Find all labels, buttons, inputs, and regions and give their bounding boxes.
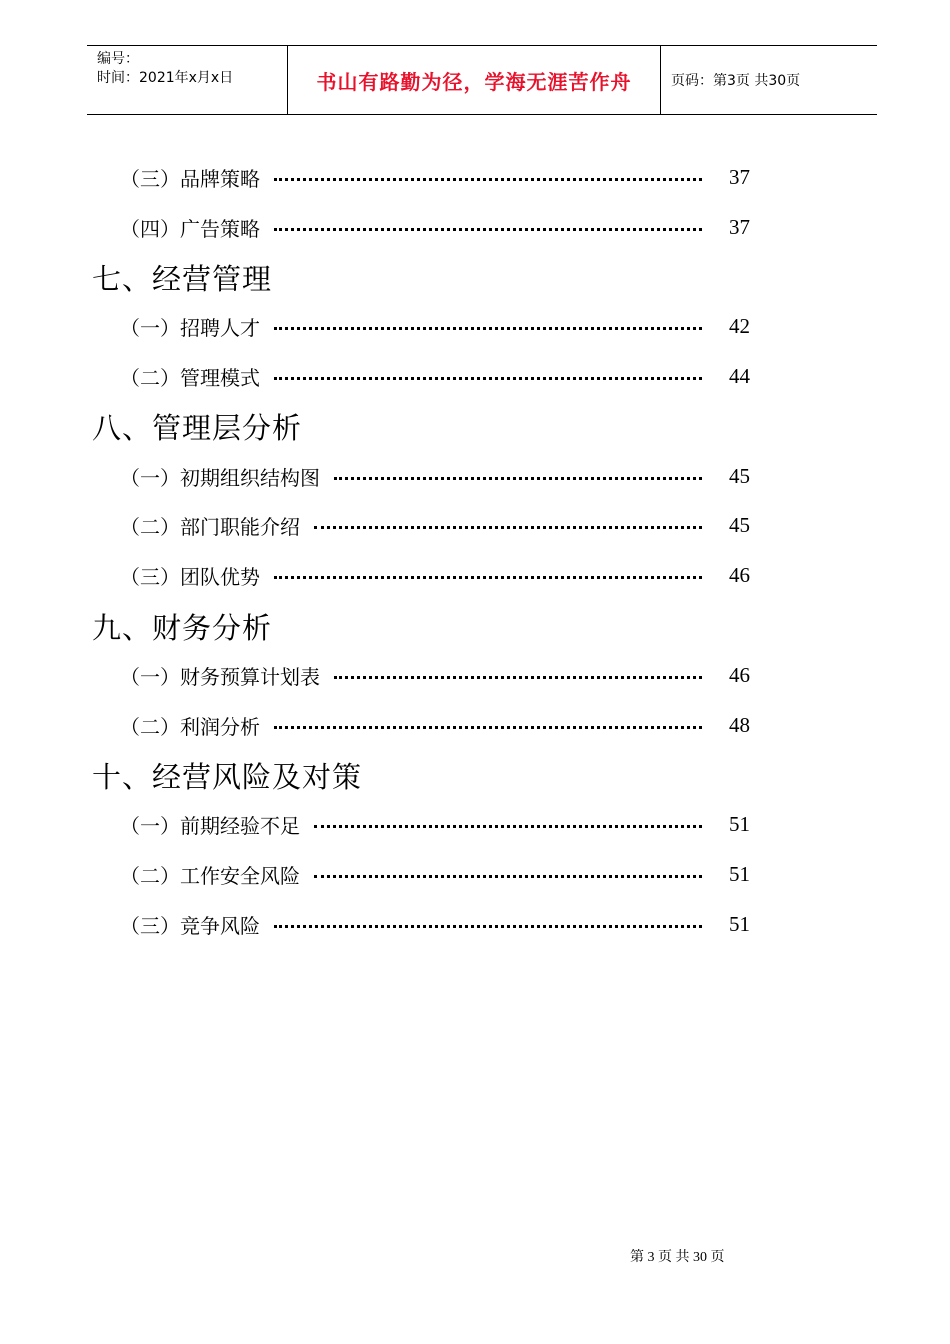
toc-page-number: 51 (729, 911, 750, 936)
toc-entry-label: （二）工作安全风险 (120, 863, 300, 888)
toc-leader-dots (314, 825, 702, 828)
toc-entry[interactable] (120, 859, 750, 889)
toc-entry[interactable] (120, 660, 750, 690)
toc-page-number: 51 (729, 811, 750, 836)
toc-leader-dots (274, 726, 702, 729)
header-meta-cell (87, 46, 288, 114)
motto-text: 书山有路勤为径，学海无涯苦作舟 (316, 70, 632, 94)
toc-entry-label: （一）初期组织结构图 (120, 465, 320, 490)
toc-page-number: 46 (729, 562, 750, 587)
toc-leader-dots (334, 477, 702, 480)
toc-entry-label: （一）财务预算计划表 (120, 664, 320, 689)
toc-entry[interactable] (120, 909, 750, 939)
toc-chapter-heading[interactable]: 九、财务分析 (92, 611, 273, 645)
toc-entry-label: （三）团队优势 (120, 564, 260, 589)
page-header (87, 45, 877, 115)
toc-page-number: 51 (729, 861, 750, 886)
toc-page-number: 37 (729, 164, 750, 189)
toc-leader-dots (274, 377, 702, 380)
toc-page-number: 45 (729, 463, 750, 488)
toc-entry-label: （一）前期经验不足 (120, 813, 300, 838)
page-code: 页码：第3页 共30页 (671, 73, 801, 89)
toc-entry[interactable] (120, 212, 750, 242)
toc-entry[interactable] (120, 162, 750, 192)
header-page-cell (661, 46, 877, 114)
toc-entry-label: （二）管理模式 (120, 365, 260, 390)
toc-entry-label: （一）招聘人才 (120, 315, 260, 340)
toc-page-number: 46 (729, 662, 750, 687)
toc-page-number: 44 (729, 363, 750, 388)
toc-page-number: 37 (729, 214, 750, 239)
toc-page-number: 48 (729, 712, 750, 737)
toc-entry-label: （三）品牌策略 (120, 166, 260, 191)
page-footer: 第 3 页 共 30 页 (630, 1250, 725, 1265)
number-label: 编号： (97, 51, 139, 67)
toc-entry[interactable] (120, 560, 750, 590)
toc-entry[interactable] (120, 809, 750, 839)
toc-chapter-heading[interactable]: 十、经营风险及对策 (92, 760, 363, 794)
toc-leader-dots (274, 925, 702, 928)
toc-entry[interactable] (120, 461, 750, 491)
toc-entry[interactable] (120, 710, 750, 740)
toc-leader-dots (274, 178, 702, 181)
toc-leader-dots (314, 526, 702, 529)
toc-entry[interactable] (120, 311, 750, 341)
time-label: 时间：2021年x月x日 (97, 70, 234, 86)
toc-entry[interactable] (120, 510, 750, 540)
toc-page-number: 45 (729, 512, 750, 537)
header-motto-cell (288, 46, 661, 114)
toc-entry-label: （二）部门职能介绍 (120, 514, 300, 539)
toc-chapter-heading[interactable]: 七、经营管理 (92, 262, 273, 296)
toc-entry-label: （三）竞争风险 (120, 913, 260, 938)
toc-chapter-heading[interactable]: 八、管理层分析 (92, 411, 303, 445)
toc-entry-label: （四）广告策略 (120, 216, 260, 241)
toc-leader-dots (274, 228, 702, 231)
toc-entry[interactable] (120, 361, 750, 391)
toc-leader-dots (274, 576, 702, 579)
toc-leader-dots (334, 676, 702, 679)
toc-page-number: 42 (729, 313, 750, 338)
toc-leader-dots (274, 327, 702, 330)
toc-entry-label: （二）利润分析 (120, 714, 260, 739)
toc-leader-dots (314, 875, 702, 878)
